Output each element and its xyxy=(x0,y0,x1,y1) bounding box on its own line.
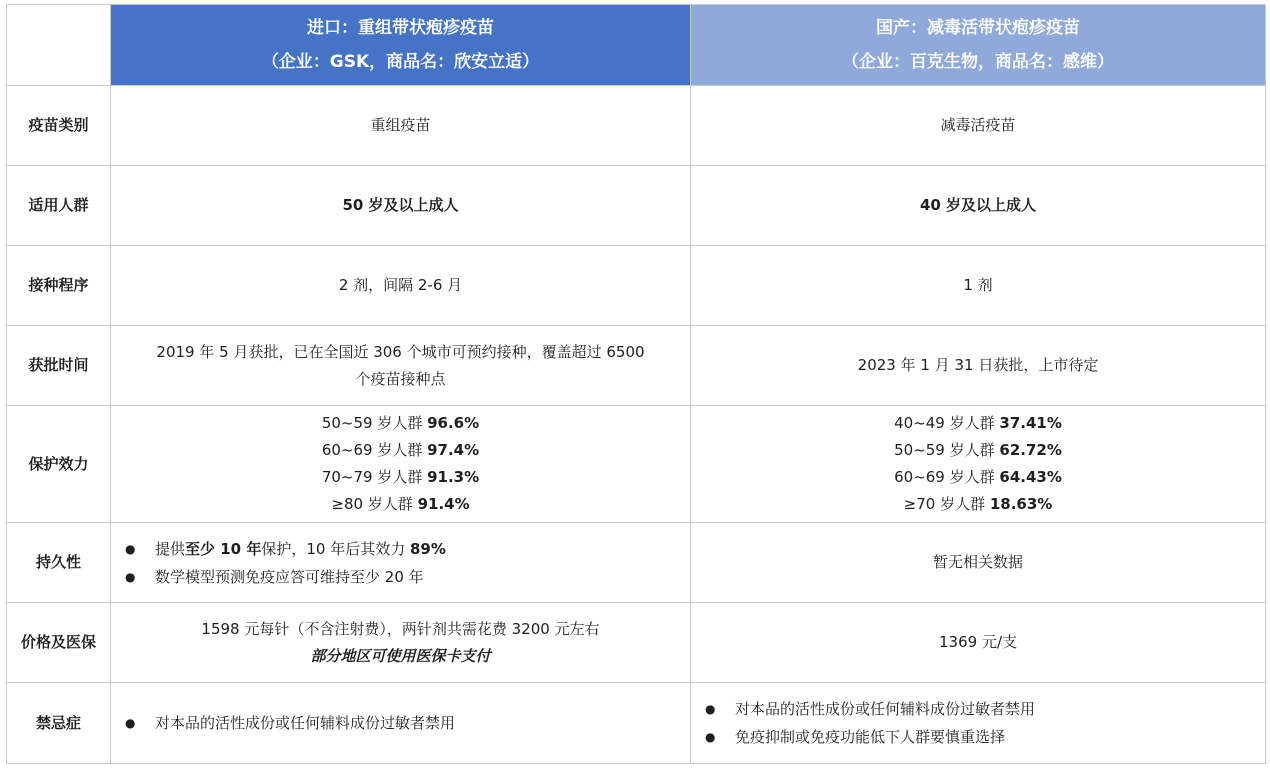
cell-b: 1369 元/支 xyxy=(691,603,1266,683)
header-a-company: （企业：GSK，商品名：欣安立适） xyxy=(261,52,540,72)
efficacy-value: 97.4% xyxy=(427,441,480,459)
list-item: ● 对本品的活性成份或任何辅料成份过敏者禁用 xyxy=(701,695,1255,723)
header-b-title: 国产：减毒活带状疱疹疫苗 xyxy=(876,18,1080,38)
efficacy-value: 96.6% xyxy=(427,414,480,432)
row-label: 接种程序 xyxy=(7,246,111,326)
cell-b xyxy=(691,406,1266,523)
efficacy-value: 91.3% xyxy=(427,468,480,486)
price-a-line1: 1598 元每针（不含注射费），两针剂共需花费 3200 元左右 xyxy=(201,619,600,638)
row-population xyxy=(7,166,1266,246)
efficacy-item: 50~59 岁人群 96.6% xyxy=(321,414,480,432)
cell-a: 2 剂，间隔 2-6 月 xyxy=(111,246,691,326)
cell-a xyxy=(111,683,691,764)
row-approval xyxy=(7,326,1266,406)
row-vaccine-type xyxy=(7,86,1266,166)
header-domestic-vaccine xyxy=(691,5,1266,86)
header-b-company: （企业：百克生物，商品名：感维） xyxy=(842,52,1114,72)
efficacy-item: ≥70 岁人群 18.63% xyxy=(903,495,1053,513)
list-item: ● 免疫抑制或免疫功能低下人群要慎重选择 xyxy=(701,723,1255,751)
cell-a xyxy=(111,406,691,523)
header-row xyxy=(7,5,1266,86)
row-contraindications xyxy=(7,683,1266,764)
cell-a: 50 岁及以上成人 xyxy=(111,166,691,246)
cell-b: 40 岁及以上成人 xyxy=(691,166,1266,246)
header-a-title: 进口：重组带状疱疹疫苗 xyxy=(307,18,494,38)
row-efficacy xyxy=(7,406,1266,523)
cell-a xyxy=(111,523,691,603)
row-label: 获批时间 xyxy=(7,326,111,406)
cell-b xyxy=(691,683,1266,764)
efficacy-item: 70~79 岁人群 91.3% xyxy=(321,468,480,486)
cell-b: 1 剂 xyxy=(691,246,1266,326)
row-price xyxy=(7,603,1266,683)
price-a-insurance: 部分地区可使用医保卡支付 xyxy=(310,646,491,665)
efficacy-item: 40~49 岁人群 37.41% xyxy=(894,414,1062,432)
cell-b: 暂无相关数据 xyxy=(691,523,1266,603)
header-imported-vaccine xyxy=(111,5,691,86)
cell-a xyxy=(111,603,691,683)
vaccine-comparison-table xyxy=(6,4,1266,764)
cell-b: 2023 年 1 月 31 日获批，上市待定 xyxy=(691,326,1266,406)
row-label: 禁忌症 xyxy=(7,683,111,764)
row-label: 持久性 xyxy=(7,523,111,603)
cell-a xyxy=(111,326,691,406)
approval-a-line2: 个疫苗接种点 xyxy=(355,369,446,388)
efficacy-value: 37.41% xyxy=(999,414,1062,432)
efficacy-value: 64.43% xyxy=(999,468,1062,486)
row-label: 疫苗类别 xyxy=(7,86,111,166)
cell-a: 重组疫苗 xyxy=(111,86,691,166)
durability-list xyxy=(121,535,680,591)
efficacy-value: 91.4% xyxy=(417,495,470,513)
row-label: 适用人群 xyxy=(7,166,111,246)
efficacy-item: 50~59 岁人群 62.72% xyxy=(894,441,1062,459)
contra-list-b xyxy=(701,695,1255,751)
efficacy-item: 60~69 岁人群 97.4% xyxy=(321,441,480,459)
row-schedule xyxy=(7,246,1266,326)
row-durability xyxy=(7,523,1266,603)
contra-list-a xyxy=(121,709,680,737)
efficacy-value: 18.63% xyxy=(989,495,1053,513)
efficacy-item: 60~69 岁人群 64.43% xyxy=(894,468,1062,486)
cell-b: 减毒活疫苗 xyxy=(691,86,1266,166)
row-label: 价格及医保 xyxy=(7,603,111,683)
approval-a-line1: 2019 年 5 月获批，已在全国近 306 个城市可预约接种，覆盖超过 6500 xyxy=(156,342,645,361)
corner-cell xyxy=(7,5,111,86)
row-label: 保护效力 xyxy=(7,406,111,523)
list-item: ● 提供至少 10 年保护，10 年后其效力 89% xyxy=(121,535,680,563)
list-item: ● 对本品的活性成份或任何辅料成份过敏者禁用 xyxy=(121,709,680,737)
efficacy-item: ≥80 岁人群 91.4% xyxy=(331,495,470,513)
efficacy-value: 62.72% xyxy=(999,441,1062,459)
list-item: ● 数学模型预测免疫应答可维持至少 20 年 xyxy=(121,563,680,591)
comparison-table-wrapper xyxy=(6,4,1266,764)
